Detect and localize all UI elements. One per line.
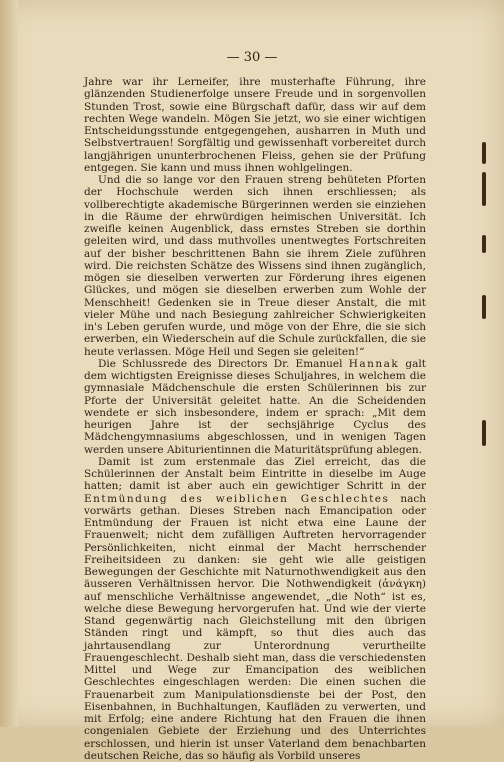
paragraph bbox=[84, 456, 426, 762]
body-text bbox=[84, 76, 426, 762]
page-number: — 30 — bbox=[226, 50, 278, 65]
text-run: nach vorwärts gethan. Dieses Streben nach Emancipation oder Entmündung der Frauen ist nicht etwa eine Laune der Frauenwelt; nicht dem zufälligen Auftreten hervorragender Persönlichkeiten, nicht einmal der Macht herrschender Freiheitsideen zu danken: sie geht wie alle geistigen Bewegungen der Geschichte mit Naturnothwendigkeit aus den äusseren Verhältnissen hervor. Die Nothwendigkeit (ἀνάγκη) auf menschliche Verhältnisse angewendet, „die Noth“ ist es, welche diese Bewegung hervorgerufen hat. Und wie der vierte Stand gegenwärtig nach Gleichstellung mit den übrigen Ständen ringt und kämpft, so thut dies auch das jahrtausendlang zur Unterordnung verurtheilte Frauengeschlecht. Deshalb sieht man, dass die verschiedensten Mittel und Wege zur Emancipation des weiblichen Geschlechtes eingeschlagen werden: Die einen suchen die Frauenarbeit zum Manipulationsdienste bei der Post, den Eisenbahnen, in Buchhaltungen, Kaufläden zu verwerten, und mit Erfolg; eine andere Richtung hat den Frauen die ihnen congenialen Gebiete der Erziehung und des Unterrichtes erschlossen, und hierin ist unser Vaterland dem benachbarten deutschen Reiche, das so häufig als Vorbild unseres bbox=[84, 492, 426, 762]
spaced-name: Hannak bbox=[348, 357, 400, 370]
paragraph bbox=[84, 358, 426, 456]
page-binding-edge bbox=[0, 0, 18, 727]
paragraph: Jahre war ihr Lerneifer, ihre musterhafte Führung, ihre glänzenden Studienerfolge unsere Freude und in sorgenvollen Stunden Trost, sowie eine Bürgschaft dafür, dass wir auf dem rechten Wege wandeln. Mögen Sie jetzt, wo sie einer wichtigen Entscheidungsstunde entgegengehen, ausharren in Muth und Selbstvertrauen! Sorgfältig und gewissenhaft vorbereitet durch langjährigen ununterbrochenen Fleiss, gehen sie der Prüfung entgegen. Sie kann und muss ihnen wohlgelingen. bbox=[84, 76, 426, 174]
text-run: Die Schlussrede des Directors Dr. Emanuel bbox=[98, 357, 349, 370]
text-run: galt dem wichtigsten Ereignisse dieses Schuljahres, in welchem die gymnasiale Mädchenschule die ersten Schülerinnen bis zur Pforte der Universität geleitet hatte. An die Scheidenden wendete er sich insbesondere, indem er sprach: „Mit dem heurigen Jahre ist der sechsjährige Cyclus des Mädchengymnasiums abgeschlossen, und in wenigen Tagen werden unsere Abiturientinnen die Maturitätsprüfung ablegen. bbox=[84, 357, 426, 456]
text-run: Damit ist zum erstenmale das Ziel erreicht, das die Schülerinnen der Anstalt beim Eintritte in dieselbe im Auge hatten; damit ist aber auch ein gewichtiger Schritt in der bbox=[84, 455, 426, 493]
paragraph: Und die so lange vor den Frauen streng behüteten Pforten der Hochschule werden sich ihnen erschliessen; als vollberechtigte akademische Bürgerinnen werden sie einziehen in die Räume der ehrwürdigen heimischen Universität. Ich zweifle keinen Augenblick, dass ernstes Streben sie dorthin geleiten wird, und dass muthvolles unentwegtes Fortschreiten auf der bisher beschrittenen Bahn sie ihrem Ziele zuführen wird. Die reichsten Schätze des Wissens sind ihnen zugänglich, mögen sie dieselben verwerten zur Förderung ihres eigenen Glückes, und mögen sie dieselben erwerben zum Wohle der Menschheit! Gedenken sie in Treue dieser Anstalt, die mit vieler Mühe und nach Besiegung zahlreicher Schwierigkeiten in's Leben gerufen wurde, und möge von der Ehre, die sie sich erwerben, ein Wiederschein auf die Schule zurückfallen, die sie heute verlassen. Möge Heil und Segen sie geleiten!“ bbox=[84, 174, 426, 358]
spaced-phrase: Entmündung des weiblichen Geschlechtes bbox=[84, 492, 390, 505]
page-edge-marks bbox=[482, 120, 488, 480]
